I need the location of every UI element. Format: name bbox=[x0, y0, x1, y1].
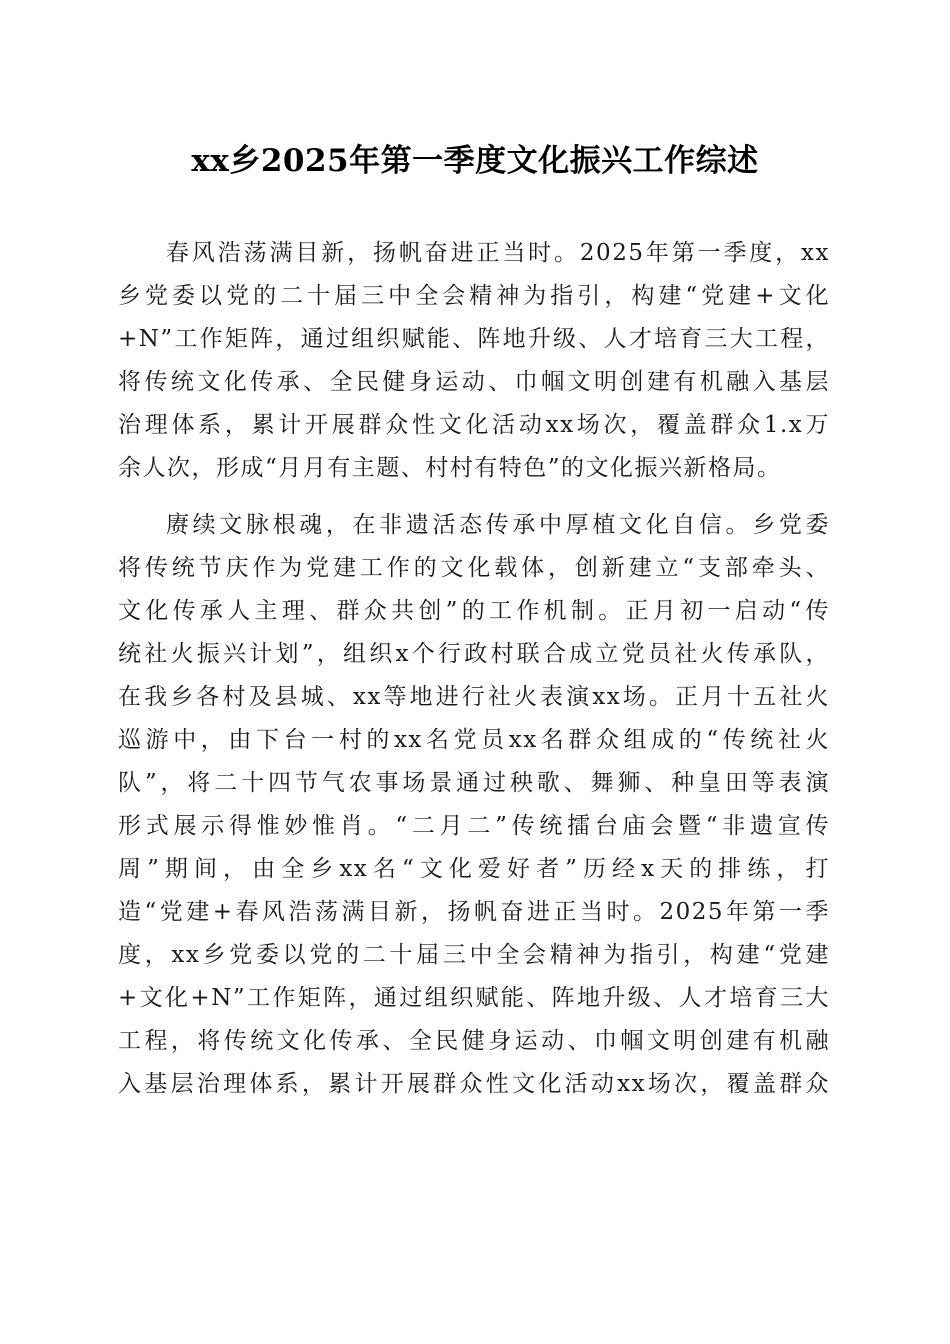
paragraph-line: 赓续文脉根魂，在非遗活态传承中厚植文化自信。乡党委 bbox=[166, 512, 830, 538]
paragraph-line: 在我乡各村及县城、xx等地进行社火表演xx场。正月十五社火 bbox=[118, 684, 830, 710]
paragraph-line: 队”，将二十四节气农事场景通过秧歌、舞狮、种皇田等表演 bbox=[118, 770, 830, 796]
paragraph-line: 余人次，形成“月月有主题、村村有特色”的文化振兴新格局。 bbox=[118, 455, 782, 481]
paragraph-line: 统社火振兴计划”，组织x个行政村联合成立党员社火传承队， bbox=[118, 641, 830, 667]
paragraph-line: +N”工作矩阵，通过组织赋能、阵地升级、人才培育三大工程， bbox=[118, 326, 830, 352]
paragraph-line: 度，xx乡党委以党的二十届三中全会精神为指引，构建“党建 bbox=[118, 942, 830, 968]
paragraph-line: 巡游中，由下台一村的xx名党员xx名群众组成的“传统社火 bbox=[118, 727, 830, 753]
paragraph-line: 造“党建+春风浩荡满目新，扬帆奋进正当时。2025年第一季 bbox=[118, 899, 830, 925]
paragraph-line: 乡党委以党的二十届三中全会精神为指引，构建“党建+文化 bbox=[118, 283, 830, 309]
paragraph-line: 春风浩荡满目新，扬帆奋进正当时。2025年第一季度，xx bbox=[166, 240, 830, 266]
paragraph-line: 工程，将传统文化传承、全民健身运动、巾帼文明创建有机融 bbox=[118, 1028, 830, 1054]
paragraph-line: 将传统节庆作为党建工作的文化载体，创新建立“支部牵头、 bbox=[118, 555, 830, 581]
paragraph-line: 周”期间，由全乡xx名“文化爱好者”历经x天的排练，打 bbox=[118, 856, 830, 882]
paragraph-line: 入基层治理体系，累计开展群众性文化活动xx场次，覆盖群众 bbox=[118, 1071, 830, 1097]
paragraph-line: 将传统文化传承、全民健身运动、巾帼文明创建有机融入基层 bbox=[118, 369, 830, 395]
paragraph-line: 治理体系，累计开展群众性文化活动xx场次，覆盖群众1.x万 bbox=[118, 412, 830, 438]
paragraph-line: +文化+N”工作矩阵，通过组织赋能、阵地升级、人才培育三大 bbox=[118, 985, 830, 1011]
paragraph-line: 形式展示得惟妙惟肖。“二月二”传统擂台庙会暨“非遗宣传 bbox=[118, 813, 830, 839]
document-title: xx乡2025年第一季度文化振兴工作综述 bbox=[191, 143, 759, 179]
paragraph-1 bbox=[118, 232, 830, 490]
paragraph-line: 文化传承人主理、群众共创”的工作机制。正月初一启动“传 bbox=[118, 598, 830, 624]
paragraph-2 bbox=[118, 504, 830, 1106]
